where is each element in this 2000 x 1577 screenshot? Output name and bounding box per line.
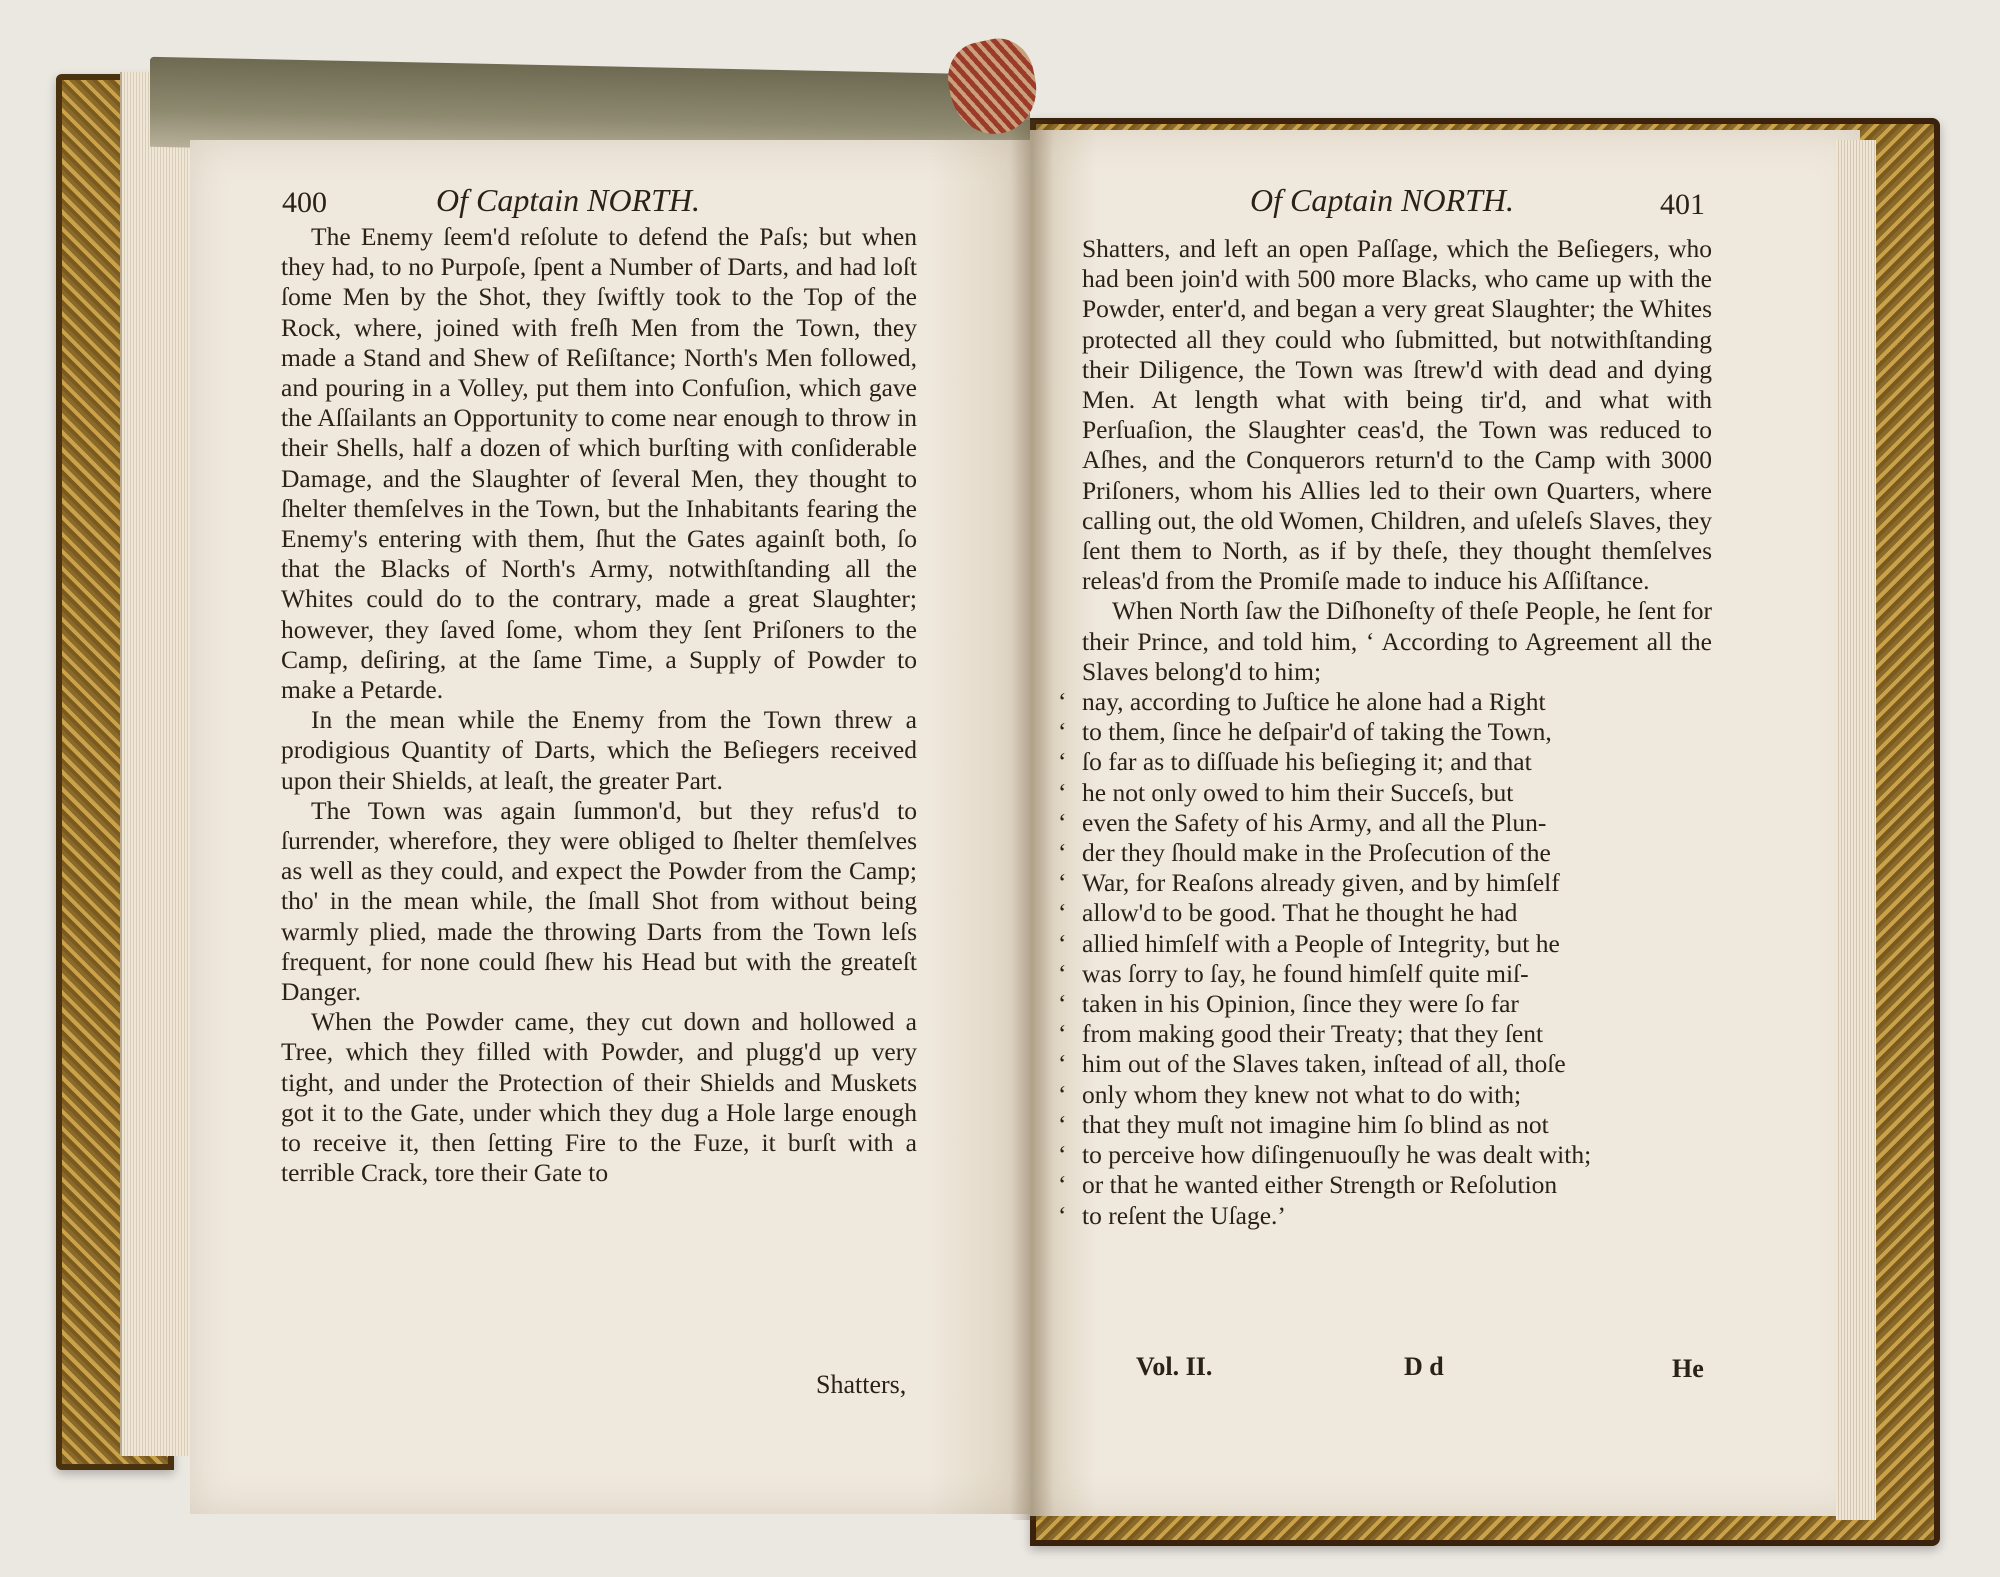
- left-page-body: [281, 222, 917, 1189]
- quoted-line: ‘ allow'd to be good. That he thought he had: [1082, 898, 1712, 928]
- quoted-line: ‘ allied himſelf with a People of Integrity, but he: [1082, 929, 1712, 959]
- book-gutter: [1010, 120, 1054, 1520]
- quoted-line: ‘ taken in his Opinion, ſince they were ſo far: [1082, 989, 1712, 1019]
- left-paragraph-3: The Town was again ſummon'd, but they refus'd to ſurrender, wherefore, they were obliged to ſhelter themſelves as well as they could, and expect the Powder from the Camp; tho' in the mean while, the ſmall Shot from without being warmly plied, made the throwing Darts from the Town leſs frequent, for none could ſhew his Head but with the greateſt Danger.: [281, 795, 917, 1007]
- left-paragraph-4: When the Powder came, they cut down and hollowed a Tree, which they filled with Powder, and plugg'd up very tight, and under the Protection of their Shields and Muskets got it to the Gate, under which they dug a Hole large enough to receive it, then ſetting Fire to the Fuze, it burſt with a terrible Crack, tore their Gate to: [281, 1007, 917, 1188]
- quoted-line: ‘ to them, ſince he deſpair'd of taking the Town,: [1082, 717, 1712, 747]
- quoted-speech: [1082, 687, 1712, 1231]
- right-running-head: Of Captain NORTH.: [1250, 182, 1515, 218]
- quoted-line: ‘ War, for Reaſons already given, and by himſelf: [1082, 868, 1712, 898]
- right-paragraph-1: Shatters, and left an open Paſſage, which the Beſiegers, who had been join'd with 500 more Blacks, who came up with the Powder, enter'd, and began a very great Slaughter; the Whites protected all they could who ſubmitted, but notwithſtanding their Diligence, the Town was ſtrew'd with dead and dying Men. At length what with being tir'd, and what with Perſuaſion, the Slaughter ceas'd, the Town was reduced to Aſhes, and the Conquerors return'd to the Camp with 3000 Priſoners, whom his Allies led to their own Quarters, where calling out, the old Women, Children, and uſeleſs Slaves, they ſent them to North, as if by theſe, they thought themſelves releas'd from the Promiſe made to induce his Aſſiſtance.: [1082, 234, 1712, 596]
- left-folio: 400: [282, 186, 327, 219]
- left-running-head: Of Captain NORTH.: [436, 182, 701, 218]
- quoted-line: ‘ nay, according to Juſtice he alone had a Right: [1082, 687, 1712, 717]
- right-page-stack: [1836, 140, 1876, 1520]
- quoted-line: ‘ ſo far as to diſſuade his beſieging it; and that: [1082, 747, 1712, 777]
- quoted-line: ‘ to perceive how diſingenuouſly he was dealt with;: [1082, 1140, 1712, 1170]
- left-paragraph-2: In the mean while the Enemy from the Town threw a prodigious Quantity of Darts, which the Beſiegers received upon their Shields, at leaſt, the greater Part.: [281, 705, 917, 795]
- right-paragraph-2-intro: When North ſaw the Diſhoneſty of theſe People, he ſent for their Prince, and told him, ‘ According to Agreement all the Slaves belong'd to him;: [1082, 596, 1712, 686]
- left-paragraph-1: The Enemy ſeem'd reſolute to defend the Paſs; but when they had, to no Purpoſe, ſpent a Number of Darts, and had loſt ſome Men by the Shot, they ſwiftly took to the Top of the Rock, where, joined with freſh Men from the Town, they made a Stand and Shew of Reſiſtance; North's Men followed, and pouring in a Volley, put them into Confuſion, which gave the Aſſailants an Opportunity to come near enough to throw in their Shells, half a dozen of which burſting with conſiderable Damage, and the Slaughter of ſeveral Men, they thought to ſhelter themſelves in the Town, but the Inhabitants fearing the Enemy's entering with them, ſhut the Gates againſt both, ſo that the Blacks of North's Army, notwithſtanding all the Whites could do to the contrary, made a great Slaughter; however, they ſaved ſome, whom they ſent Priſoners to the Camp, deſiring, at the ſame Time, a Supply of Powder to make a Petarde.: [281, 222, 917, 705]
- quoted-line: ‘ from making good their Treaty; that they ſent: [1082, 1019, 1712, 1049]
- right-folio: 401: [1660, 188, 1705, 221]
- volume-mark: Vol. II.: [1136, 1352, 1213, 1381]
- quoted-line: ‘ even the Safety of his Army, and all the Plun-: [1082, 808, 1712, 838]
- right-page-body: [1082, 234, 1712, 1231]
- quoted-line: ‘ only whom they knew not what to do with;: [1082, 1080, 1712, 1110]
- quoted-line: ‘ he not only owed to him their Succeſs, but: [1082, 778, 1712, 808]
- quoted-line: ‘ him out of the Slaves taken, inſtead of all, thoſe: [1082, 1049, 1712, 1079]
- quoted-line: ‘ to reſent the Uſage.’: [1082, 1201, 1712, 1231]
- right-catchword: He: [1672, 1354, 1704, 1383]
- quoted-line: ‘ was ſorry to ſay, he found himſelf quite miſ-: [1082, 959, 1712, 989]
- quoted-line: ‘ der they ſhould make in the Proſecution of the: [1082, 838, 1712, 868]
- quoted-line: ‘ or that he wanted either Strength or Reſolution: [1082, 1170, 1712, 1200]
- quoted-line: ‘ that they muſt not imagine him ſo blind as not: [1082, 1110, 1712, 1140]
- left-catchword: Shatters,: [816, 1370, 907, 1399]
- signature-mark: D d: [1404, 1352, 1444, 1381]
